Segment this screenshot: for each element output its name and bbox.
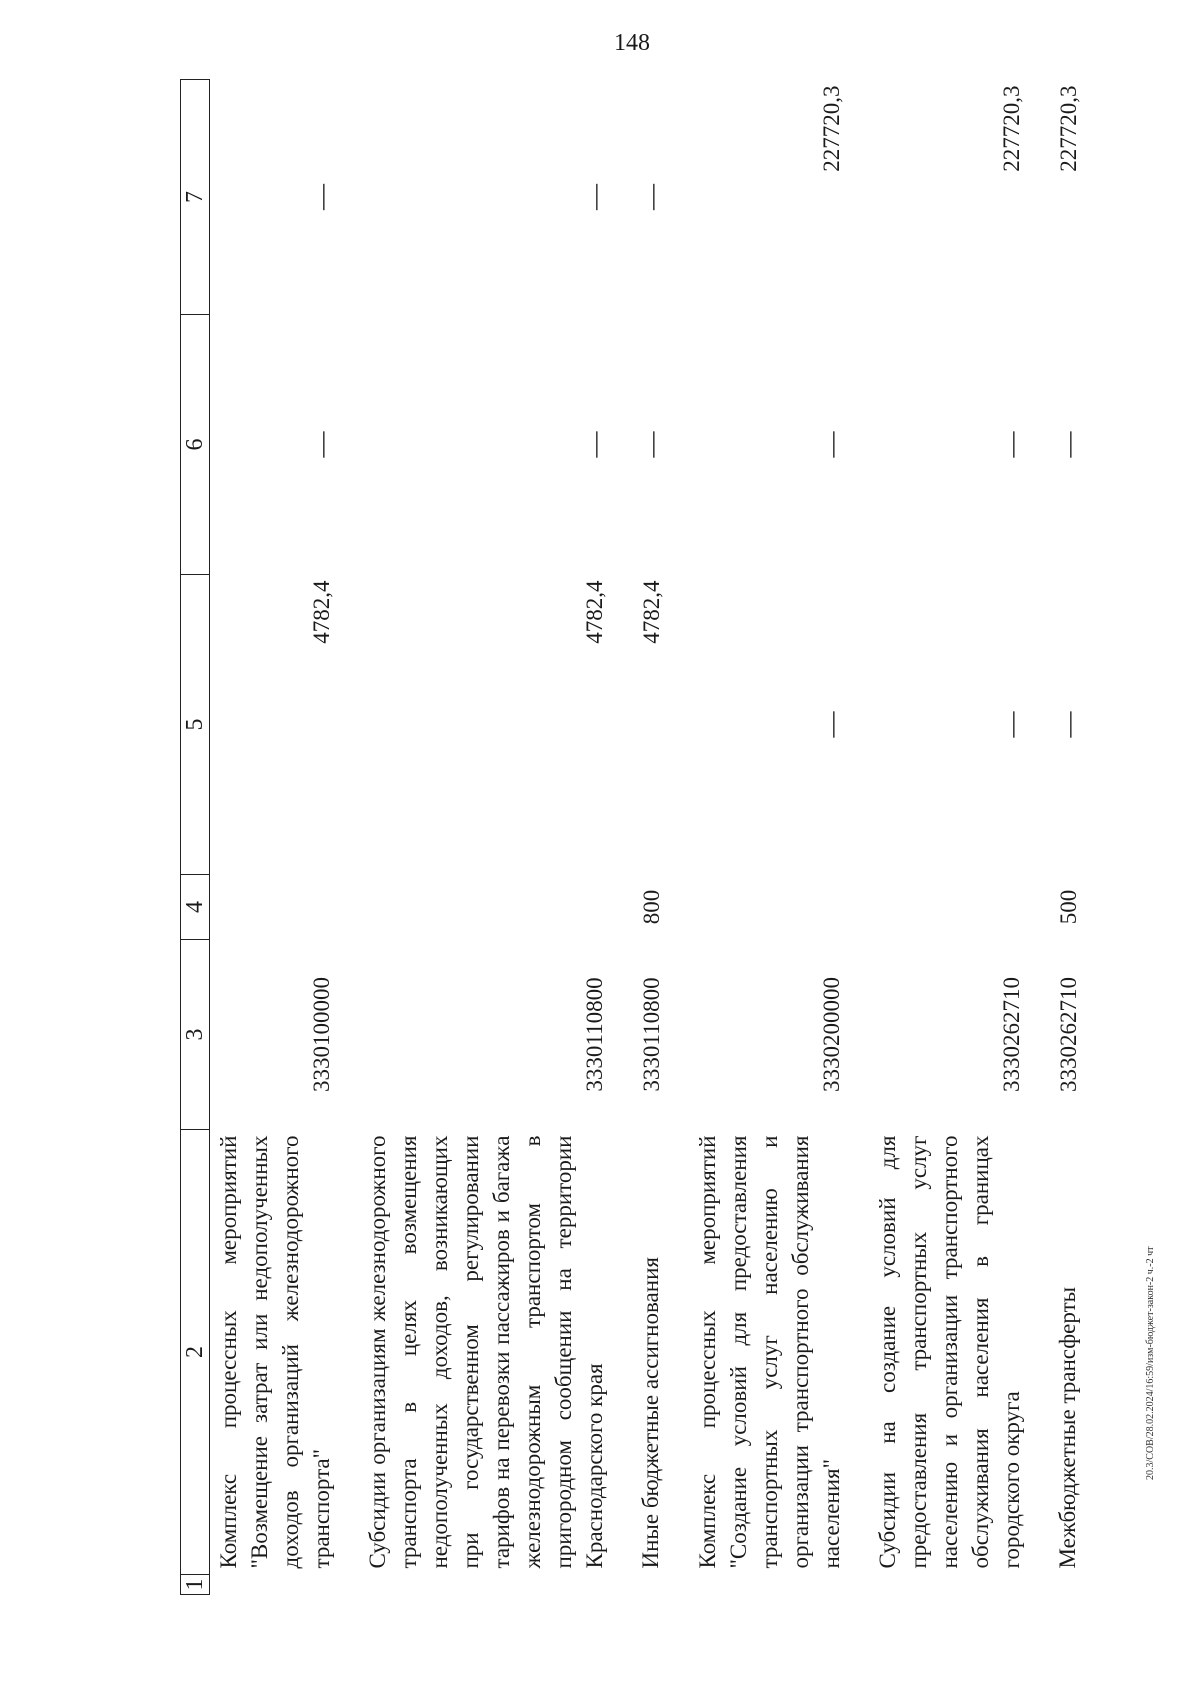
cell-col5: — bbox=[817, 711, 846, 738]
table-row bbox=[1049, 80, 1106, 1595]
budget-table bbox=[180, 79, 1106, 1595]
column-header: 5 bbox=[181, 575, 210, 875]
cell-type bbox=[210, 875, 360, 940]
table-row bbox=[632, 80, 689, 1595]
cell-description: Комплекс процессных мероприятий "Возмещение затрат или недополученных доходов организаций железнодорожного транспорта" bbox=[216, 1135, 334, 1569]
column-header: 3 bbox=[181, 940, 210, 1130]
cell-col6: — bbox=[637, 431, 666, 458]
cell-description: Субсидии на создание условий для предоставления транспортных услуг населению и организации транспортного обслуживания населения в границах городского округа bbox=[875, 1135, 1024, 1569]
cell-code: 3330200000 bbox=[819, 977, 844, 1092]
cell-code: 3330262710 bbox=[1056, 977, 1081, 1092]
cell-code: 3330110800 bbox=[582, 977, 607, 1092]
cell-blank bbox=[210, 1575, 360, 1595]
cell-blank bbox=[359, 1575, 632, 1595]
cell-type: 800 bbox=[639, 889, 664, 925]
column-header: 1 bbox=[181, 1575, 210, 1595]
table-header-row bbox=[181, 80, 210, 1595]
column-header: 4 bbox=[181, 875, 210, 940]
cell-blank bbox=[1049, 1575, 1106, 1595]
table-row bbox=[869, 80, 1049, 1595]
cell-col7: — bbox=[637, 184, 666, 210]
cell-code: 3330110800 bbox=[639, 977, 664, 1092]
cell-blank bbox=[689, 1575, 869, 1595]
cell-blank bbox=[632, 1575, 689, 1595]
cell-col6: — bbox=[580, 431, 609, 458]
column-header: 6 bbox=[181, 315, 210, 575]
cell-col7: — bbox=[307, 184, 336, 210]
cell-col5: 4782,4 bbox=[639, 580, 664, 644]
cell-type: 500 bbox=[1056, 889, 1081, 925]
column-header: 2 bbox=[181, 1130, 210, 1575]
budget-table-rotated bbox=[180, 80, 1083, 1595]
cell-col6: — bbox=[817, 431, 846, 458]
cell-col5: 4782,4 bbox=[582, 580, 607, 644]
cell-col6: — bbox=[307, 431, 336, 458]
table-row bbox=[359, 80, 632, 1595]
cell-col5: 4782,4 bbox=[309, 580, 334, 644]
cell-type bbox=[689, 875, 869, 940]
page-number: 148 bbox=[614, 30, 650, 56]
cell-col7: 227720,3 bbox=[1056, 85, 1081, 172]
table-row bbox=[210, 80, 360, 1595]
cell-type bbox=[359, 875, 632, 940]
cell-col6: — bbox=[997, 431, 1026, 458]
cell-type bbox=[869, 875, 1049, 940]
document-footer-code: 20.3/СОВ/28.02.2024/16:59/изм-бюджет-закон-2 ч.-2 чт bbox=[1145, 1246, 1156, 1480]
cell-description: Иные бюджетные ассигнования bbox=[638, 1257, 663, 1569]
cell-description: Комплекс процессных мероприятий "Создание условий для предоставления транспортных услуг населению и организации транспортного обслуживания населения" bbox=[695, 1135, 844, 1569]
cell-col7: 227720,3 bbox=[819, 85, 844, 172]
table-row bbox=[689, 80, 869, 1595]
cell-blank bbox=[869, 1575, 1049, 1595]
cell-col6: — bbox=[1054, 431, 1083, 458]
cell-col5: — bbox=[997, 711, 1026, 738]
cell-col5: — bbox=[1054, 711, 1083, 738]
column-header: 7 bbox=[181, 80, 210, 315]
cell-description: Субсидии организациям железнодорожного транспорта в целях возмещения недополученных доходов, возникающих при государственном регулировании тарифов на перевозки пассажиров и багажа железнодорожным транспортом в пригородном сообщении на территории Краснодарского края bbox=[365, 1135, 607, 1569]
cell-col7: 227720,3 bbox=[999, 85, 1024, 172]
cell-code: 3330100000 bbox=[309, 977, 334, 1092]
cell-col7: — bbox=[580, 184, 609, 210]
cell-description: Межбюджетные трансферты bbox=[1055, 1286, 1080, 1569]
cell-code: 3330262710 bbox=[999, 977, 1024, 1092]
